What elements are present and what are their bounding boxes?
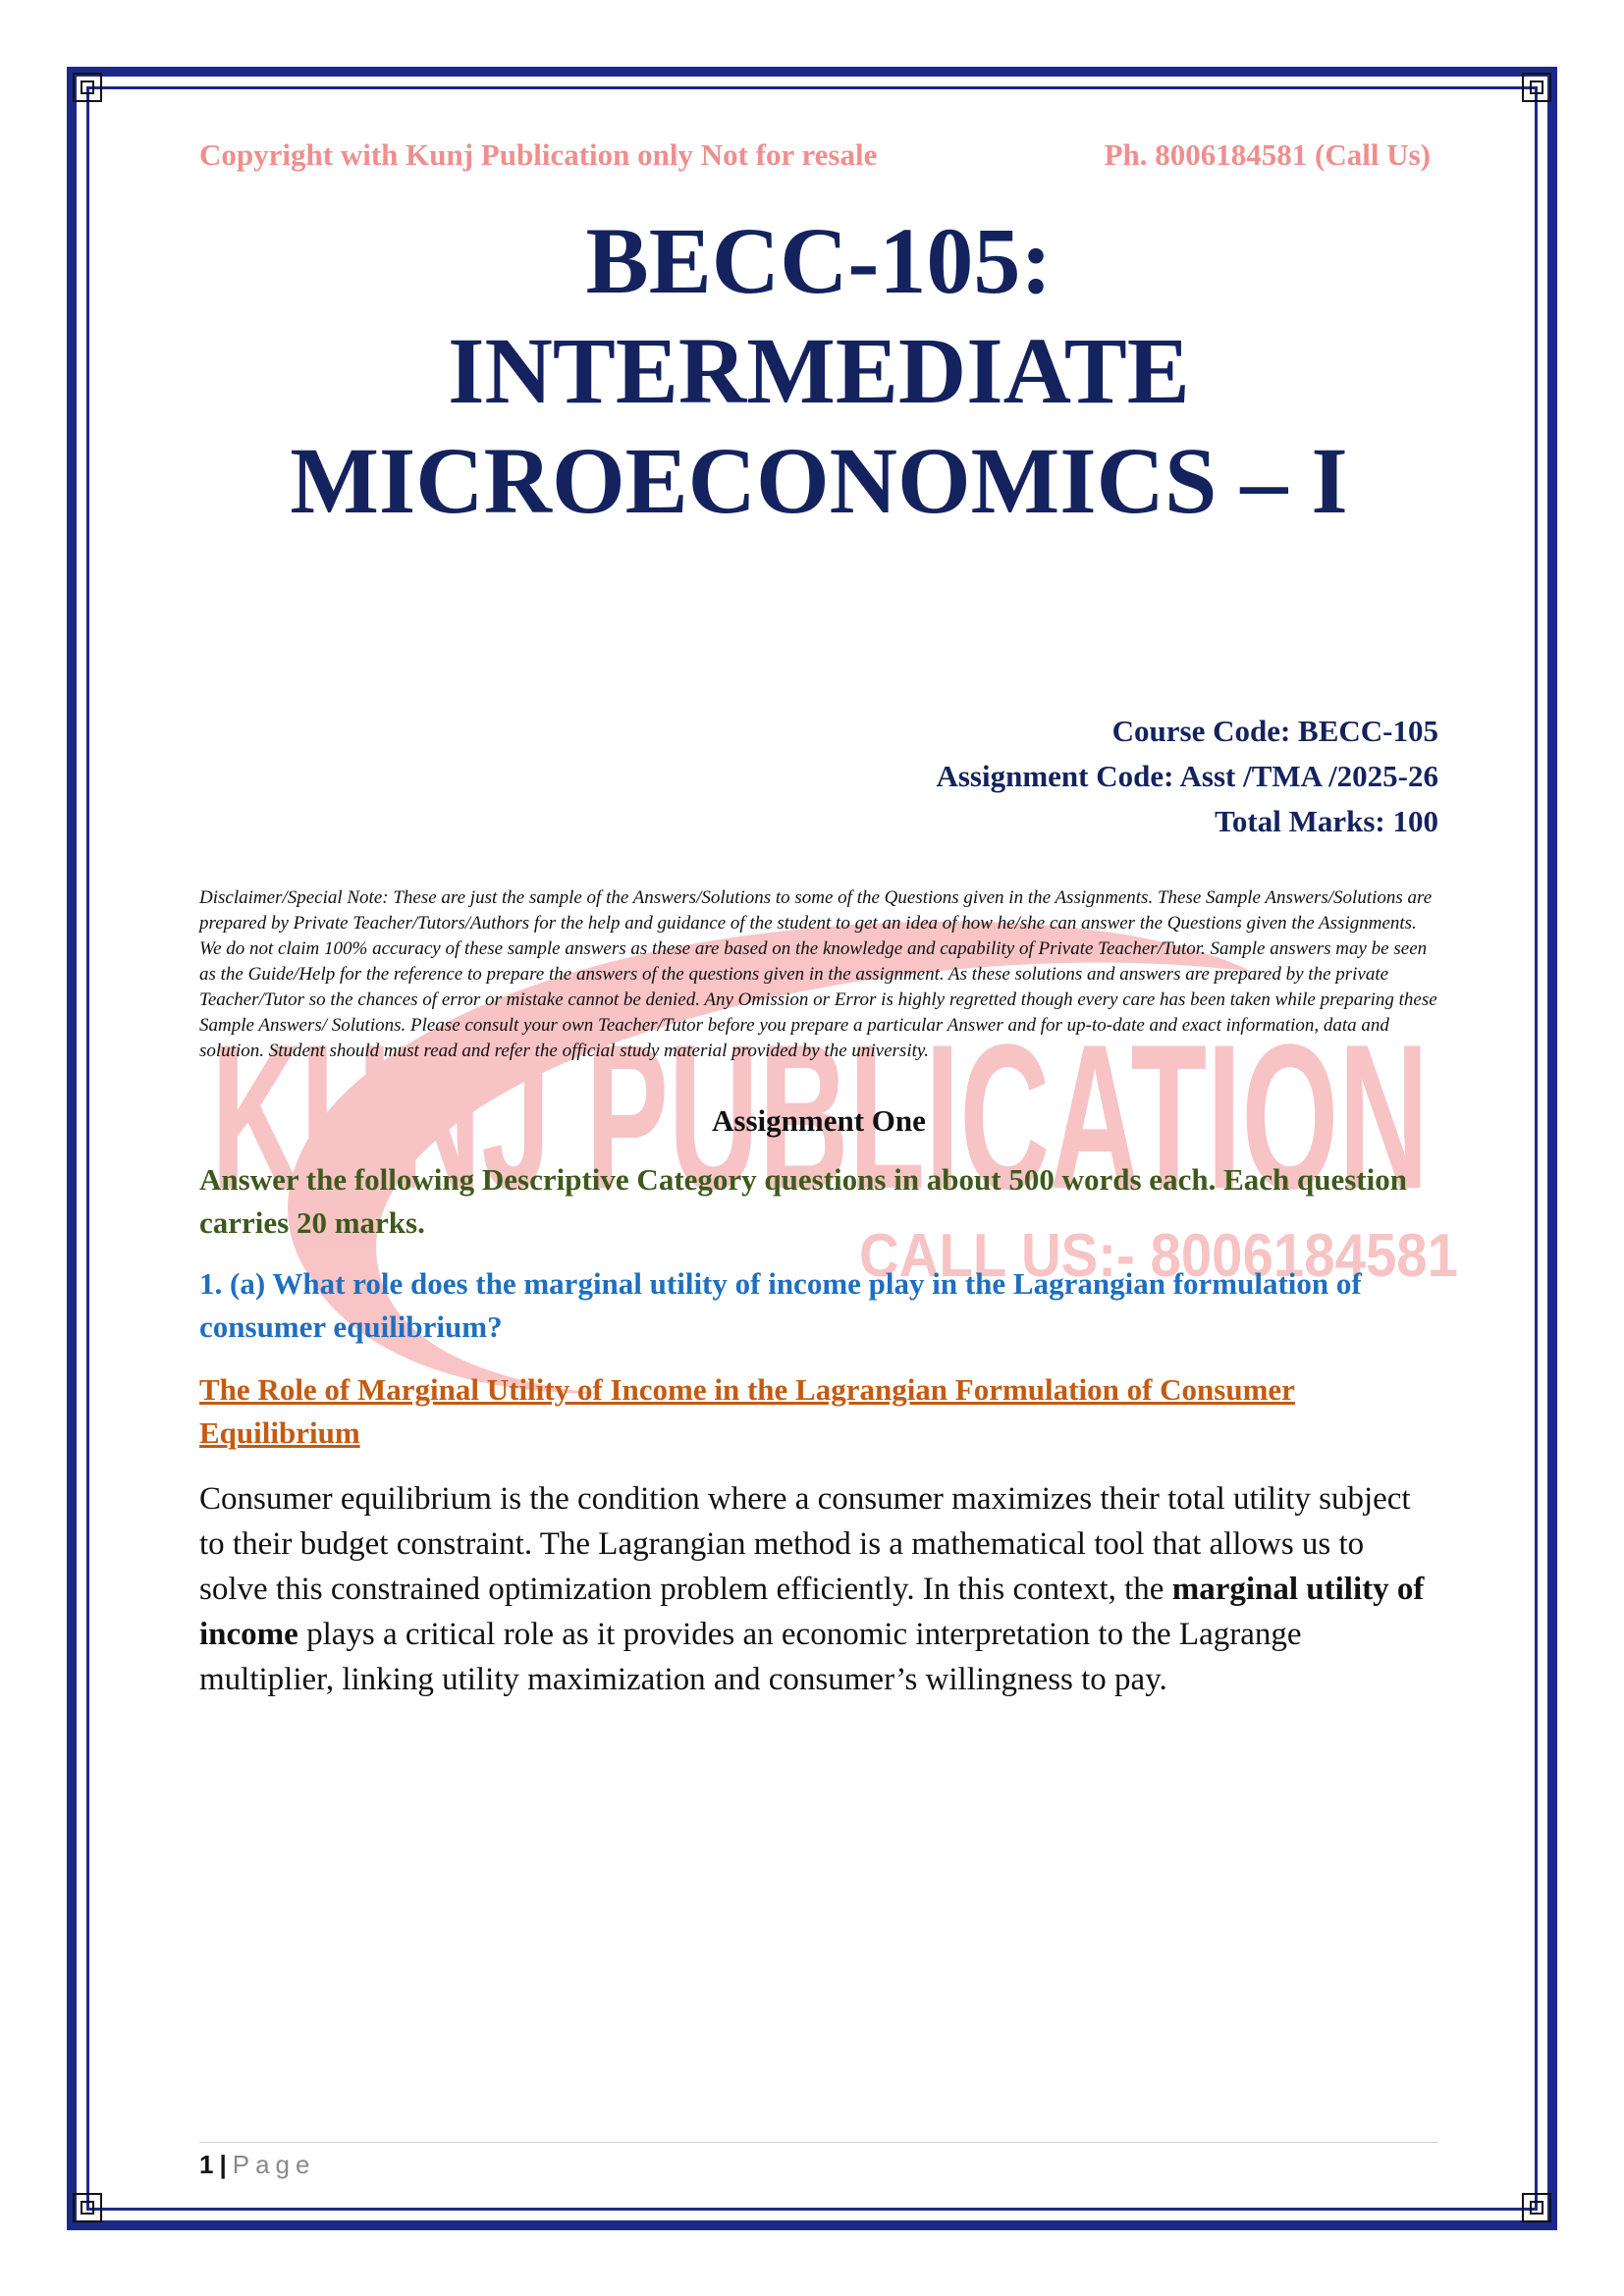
answer-heading: The Role of Marginal Utility of Income in the Lagrangian Formulation of Consumer Equilibrium <box>199 1372 1295 1450</box>
phone-contact: Ph. 8006184581 (Call Us) <box>1104 137 1431 172</box>
assignment-code: Assignment Code: Asst /TMA /2025-26 <box>936 759 1438 793</box>
answer-paragraph <box>199 1476 1438 1702</box>
title-line-2: INTERMEDIATE <box>448 318 1190 423</box>
page-footer <box>199 2150 315 2180</box>
paragraph-text-after: plays a critical role as it provides an economic interpretation to the Lagrange multiplier, linking utility maximization and consumer’s willingness to pay. <box>199 1617 1302 1697</box>
page-number: 1 <box>199 2150 214 2179</box>
corner-ornament-bottom-left <box>73 2193 102 2222</box>
disclaimer-note: Disclaimer/Special Note: These are just the sample of the Answers/Solutions to some of the Questions given in the Assignments. These Sample Answers/Solutions are prepared by Private Teacher/Tutors/Authors for the help and guidance of the student to get an idea of how he/she can answer the Questions given the Assignments. We do not claim 100% accuracy of these sample answers as these are based on the knowledge and capability of Private Teacher/Tutor. Sample answers may be seen as the Guide/Help for the reference to prepare the answers of the questions given in the assignment. As these solutions and answers are prepared by the private Teacher/Tutor so the chances of error or mistake cannot be denied. Any Omission or Error is highly regretted though every care has been taken while preparing these Sample Answers/ Solutions. Please consult your own Teacher/Tutor before you prepare a particular Answer and for up-to-date and exact information, data and solution. Student should must read and refer the official study material provided by the university. <box>199 887 1437 1061</box>
corner-ornament-bottom-right <box>1522 2193 1551 2222</box>
assignment-title: Assignment One <box>712 1103 926 1138</box>
question-1a: 1. (a) What role does the marginal utility of income play in the Lagrangian formulation of consumer equilibrium? <box>199 1266 1362 1344</box>
instructions: Answer the following Descriptive Category questions in about 500 words each. Each question carries 20 marks. <box>199 1162 1407 1240</box>
copyright-notice: Copyright with Kunj Publication only Not for resale <box>199 137 878 172</box>
watermark-call: CALL US:- 8006184581 <box>859 1222 1458 1290</box>
course-code: Course Code: BECC-105 <box>1111 714 1438 748</box>
course-codes <box>199 709 1438 844</box>
page-content <box>199 137 1438 1735</box>
watermark-brand: KUNJ PUBLICATION <box>211 1001 1429 1232</box>
total-marks: Total Marks: 100 <box>1215 804 1438 838</box>
footer-divider <box>199 2142 1438 2143</box>
paragraph-bold-term: marginal utility of income <box>199 1572 1425 1652</box>
title-line-1: BECC-105: <box>585 208 1053 313</box>
copyright-line <box>199 137 1438 173</box>
title-line-3: MICROECONOMICS – I <box>290 428 1348 533</box>
paragraph-text-before: Consumer equilibrium is the condition where a consumer maximizes their total utility subject to their budget constraint. The Lagrangian method is a mathematical tool that allows us to solve this constrained optimization problem efficiently. In this context, the <box>199 1481 1411 1607</box>
page-label: Page <box>232 2150 316 2179</box>
footer-separator: | <box>219 2150 227 2179</box>
corner-ornament-top-right <box>1522 73 1551 102</box>
document-title <box>199 206 1438 536</box>
corner-ornament-top-left <box>73 73 102 102</box>
